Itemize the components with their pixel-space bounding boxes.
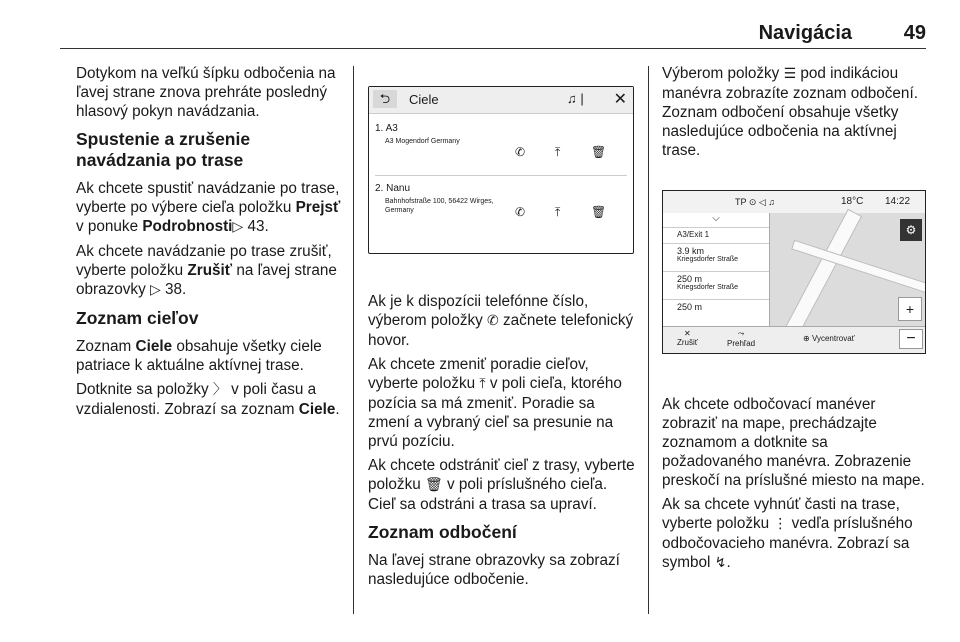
status-bar <box>663 191 925 213</box>
zoom-out-icon: − <box>899 329 923 349</box>
turn-street: Kriegsdorfer Straße <box>677 256 739 263</box>
collapse-chevron-icon: ⌵ <box>663 213 769 228</box>
section-heading: Zoznam cieľov <box>76 308 199 328</box>
status-icons: TP ⊙ ◁ ♫ <box>735 197 776 207</box>
paragraph: Ak sa chcete vyhnúť časti na trase, vyberte položku ⋮ vedľa príslušného odbočovacieho manévra. Zobrazí sa symbol ↯. <box>662 496 913 571</box>
close-icon: ✕ <box>684 329 691 338</box>
back-icon: ⮌ <box>373 90 397 108</box>
screen-title-bar <box>369 87 633 114</box>
paragraph: Ak chcete odbočovací manéver zobraziť na mape, prechádzajte zoznamom a dotknite sa požadovaného manévra. Zobrazenie preskočí na príslušné miesto na mape. <box>662 396 925 489</box>
turn-list <box>663 213 770 327</box>
column-divider <box>353 66 354 614</box>
cancel-button: ✕ Zrušiť <box>677 329 698 347</box>
paragraph: Dotknite sa položky 〉 v poli času a vzdialenosti. Zobrazí sa zoznam Ciele. <box>76 381 340 418</box>
bottom-bar <box>663 326 925 353</box>
turn-distance: 250 m <box>677 274 703 284</box>
paragraph: Ak chcete odstrániť cieľ z trasy, vyberte položku 🗑 v poli príslušného cieľa. Cieľ sa odstráni a trasa sa upraví. <box>368 457 635 513</box>
destination-item-address: Bahnhofstraße 100, 56422 Wirges, Germany <box>385 198 494 214</box>
paragraph: Ak chcete navádzanie po trase zrušiť, vyberte položku Zrušiť na ľavej strane obrazovky ▷ 38. <box>76 243 337 298</box>
trash-icon: 🗑 <box>591 145 607 159</box>
zoom-in-icon: + <box>898 297 922 321</box>
destination-item-label: 1. A3 <box>375 123 398 134</box>
page-header <box>60 0 926 50</box>
destination-item-label: 2. Nanu <box>375 183 411 194</box>
recenter-button: ⊕ Vycentrovať <box>803 334 855 343</box>
destination-item-address: A3 Mogendorf Germany <box>385 138 460 145</box>
turn-list-item: A3/Exit 1 <box>663 227 769 244</box>
section-heading: Zoznam odbočení <box>368 522 517 542</box>
header-rule <box>60 48 926 49</box>
music-icon: ♫ | <box>567 91 584 106</box>
page-title: Navigácia <box>758 22 852 44</box>
close-icon: ✕ <box>613 91 627 108</box>
turn-list-screenshot <box>662 190 926 354</box>
move-to-top-icon: ⤒ <box>555 205 561 219</box>
move-to-top-icon: ⤒ <box>479 376 486 392</box>
clock: 14:22 <box>885 196 911 207</box>
reference-arrow-icon: ▷ <box>232 219 244 235</box>
phone-icon: ✆ <box>515 145 526 159</box>
chevron-right-icon: 〉 <box>212 382 227 398</box>
paragraph: Dotykom na veľkú šípku odbočenia na ľavej strane znova prehráte posledný hlasový pokyn navádzania. <box>76 65 336 120</box>
turn-distance: 250 m <box>677 302 703 312</box>
move-to-top-icon: ⤒ <box>555 145 561 159</box>
paragraph: Ak chcete zmeniť poradie cieľov, vyberte položku ⤒ v poli cieľa, ktorého pozícia sa má zmeniť. Poradie sa zmení a vybraný cieľ sa presunie na prvú pozíciu. <box>368 356 622 450</box>
paragraph: Zoznam Ciele obsahuje všetky ciele patriace k aktuálne aktívnej trase. <box>76 338 322 374</box>
column-divider <box>648 66 649 614</box>
destinations-screenshot <box>368 86 634 254</box>
turn-list-item <box>663 299 769 323</box>
more-options-icon: ⋮ <box>773 516 788 532</box>
turn-street: Kriegsdorfer Straße <box>677 284 739 291</box>
page-number: 49 <box>903 22 926 44</box>
column-3-continued <box>662 395 932 578</box>
turn-list-item <box>663 271 769 300</box>
turn-distance: 3.9 km <box>677 246 705 256</box>
route-icon: ⤳ <box>737 329 745 338</box>
phone-icon: ✆ <box>515 205 526 219</box>
paragraph: Ak je k dispozícii telefónne číslo, výberom položky ✆ začnete telefonický hovor. <box>368 293 634 349</box>
list-icon: ☰ <box>783 66 797 82</box>
settings-gear-icon: ⚙ <box>900 219 922 241</box>
paragraph: Na ľavej strane obrazovky sa zobrazí nasledujúce odbočenie. <box>368 552 620 588</box>
trash-icon: 🗑 <box>424 477 443 493</box>
column-2 <box>368 292 638 594</box>
recenter-icon: ⊕ <box>803 334 812 343</box>
column-3 <box>662 64 932 165</box>
trash-icon: 🗑 <box>591 205 607 219</box>
screen-title: Ciele <box>409 92 439 107</box>
overview-button: ⤳ Prehľad <box>727 329 756 348</box>
divider <box>375 175 627 176</box>
column-1 <box>76 64 341 424</box>
turn-list-item <box>663 243 769 272</box>
avoid-symbol-icon: ↯ <box>714 555 727 571</box>
paragraph: Výberom položky ☰ pod indikáciou manévra zobrazíte zoznam odbočení. Zoznam odbočení obsahuje všetky nasledujúce odbočenia na aktívnej trase. <box>662 65 918 159</box>
phone-icon: ✆ <box>487 313 499 329</box>
reference-arrow-icon: ▷ <box>149 282 161 298</box>
temperature: 18°C <box>841 196 864 207</box>
section-heading: Spustenie a zrušenie navádzania po trase <box>76 129 251 170</box>
paragraph: Ak chcete spustiť navádzanie po trase, vyberte po výbere cieľa položku Prejsť v ponuke Podrobnosti▷ 43. <box>76 180 341 235</box>
